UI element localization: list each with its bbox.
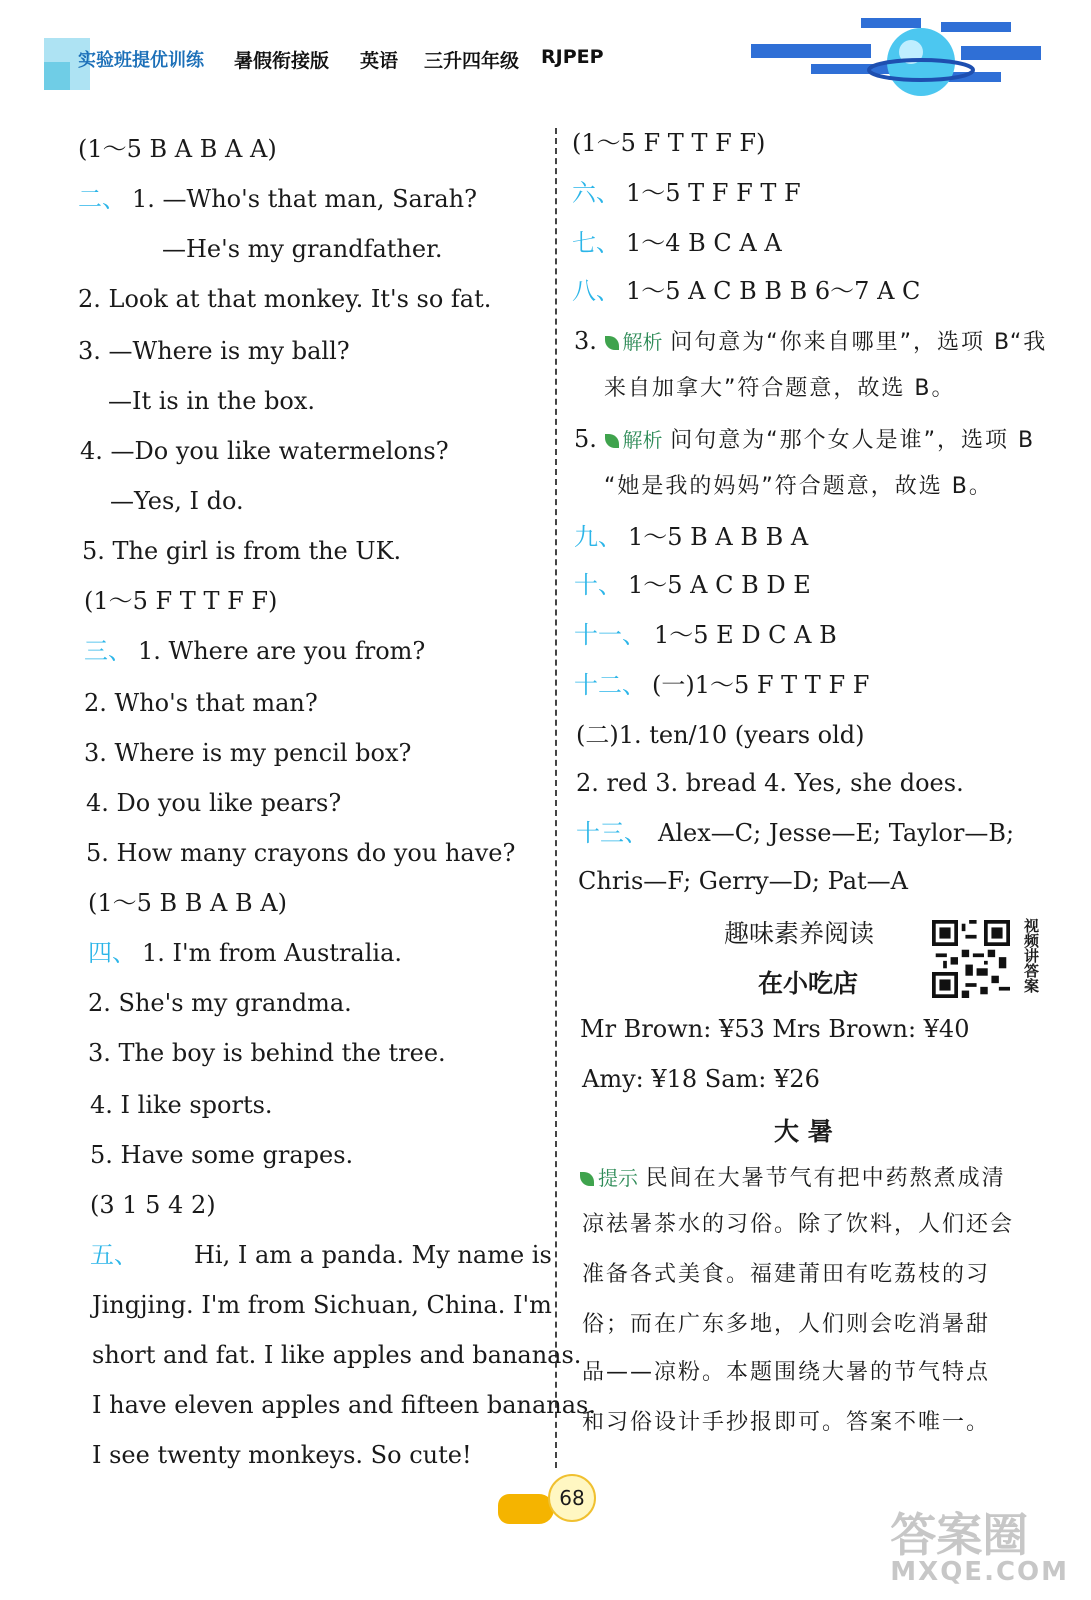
analysis-label: 解析 [622,428,663,452]
answer-line-14: 4. Do you like pears? [86,789,342,817]
analysis-5-line-1: 问句意为“那个女人是谁”，选项 B [670,428,1036,453]
qr-code-icon[interactable] [932,920,1010,998]
answer-line-8: —Yes, I do. [110,487,244,515]
column-divider [555,128,557,1468]
answer-line-23: Hi, I am a panda. My name is [194,1241,552,1269]
snack-prices-line-1: Mr Brown: ¥53 Mrs Brown: ¥40 [580,1015,970,1043]
answer-line-22: (3 1 5 4 2) [90,1191,216,1219]
answer-line-9: 5. The girl is from the UK. [82,537,402,565]
section-marker-five: 五、 [90,1241,138,1269]
leaf-icon [605,434,619,448]
header-edition: 暑假衔接版 [234,50,330,72]
answer-line-24: Jingjing. I'm from Sichuan, China. I'm [92,1291,552,1319]
answer-line-18: 2. She's my grandma. [88,989,352,1017]
answer-line-15: 5. How many crayons do you have? [86,839,516,867]
right-answer-12: (一)1～5 F T T F F [652,671,870,699]
header-grade: 三升四年级 [424,50,520,72]
snack-prices-line-2: Amy: ¥18 Sam: ¥26 [582,1065,820,1093]
answer-line-7: 4. —Do you like watermelons? [80,437,449,465]
answer-line-5: 3. —Where is my ball? [78,337,350,365]
answer-line-2: 1. —Who's that man, Sarah? [132,185,477,213]
header-accent-block-inner [44,62,70,90]
leaf-icon [580,1172,594,1186]
analysis-3-line-2: 来自加拿大”符合题意，故选 B。 [604,376,956,401]
right-answer-13: (二)1. ten/10 (years old) [576,721,865,749]
watermark [890,1508,1069,1587]
page-header [0,0,1091,110]
answer-line-11: 1. Where are you from? [138,637,426,665]
analysis-3 [574,326,1047,358]
analysis-5-line-2: “她是我的妈妈”符合题意，故选 B。 [604,474,993,499]
header-brand: 实验班提优训练 [78,50,204,71]
right-answer-15: Alex—C; Jesse—E; Taylor—B; [658,819,1015,847]
right-answer-10: 1～5 A C B D E [628,571,811,599]
analysis-3-number: 3. [574,327,597,355]
answer-line-13: 3. Where is my pencil box? [84,739,412,767]
answer-line-4: 2. Look at that monkey. It's so fat. [78,285,492,313]
answer-line-21: 5. Have some grapes. [90,1141,354,1169]
tip-label: 提示 [598,1166,638,1190]
tip-text-6: 和习俗设计手抄报即可。答案不唯一。 [582,1410,991,1435]
tip-text-2: 凉祛暑茶水的习俗。除了饮料，人们还会 [582,1212,1015,1237]
tip-line-1 [580,1162,1006,1194]
answer-line-10: (1～5 F T T F F) [84,587,278,615]
right-answer-16: Chris—F; Gerry—D; Pat—A [578,867,908,895]
section-marker-thirteen: 十三、 [576,819,648,847]
right-answer-3: 1～4 B C A A [626,229,782,257]
analysis-5 [574,424,1035,456]
watermark-url: MXQE.COM [890,1557,1069,1587]
tip-text-3: 准备各式美食。福建莆田有吃荔枝的习 [582,1262,991,1287]
answer-line-17: 1. I'm from Australia. [142,939,403,967]
answer-line-26: I have eleven apples and fifteen bananas. [92,1391,596,1419]
section-marker-ten: 十、 [574,571,622,599]
answer-line-19: 3. The boy is behind the tree. [88,1039,446,1067]
right-answer-14: 2. red 3. bread 4. Yes, she does. [576,769,964,797]
page-number: 68 [548,1474,596,1522]
tip-text-4: 俗；而在广东多地，人们则会吃消暑甜 [582,1312,991,1337]
section-marker-twelve: 十二、 [574,671,646,699]
answer-line-3: —He's my grandfather. [162,235,443,263]
section-marker-six: 六、 [572,179,620,207]
right-answer-9: 1～5 B A B B A [628,523,809,551]
dashu-title: 大 暑 [774,1117,833,1146]
section-marker-two: 二、 [78,185,126,213]
right-answer-1: (1～5 F T T F F) [572,129,766,157]
section-marker-three: 三、 [84,637,132,665]
analysis-5-number: 5. [574,425,597,453]
section-marker-eleven: 十一、 [574,621,646,649]
section-marker-nine: 九、 [574,523,622,551]
answer-line-1: (1～5 B A B A A) [78,135,277,163]
right-answer-4: 1～5 A C B B B 6～7 A C [626,277,921,305]
header-subject: 英语 [360,50,399,72]
submarine-icon [498,1494,554,1524]
right-answer-2: 1～5 T F F T F [626,179,801,207]
tip-text-1: 民间在大暑节气有把中药熬煮成清 [645,1166,1006,1191]
answer-line-6: —It is in the box. [108,387,316,415]
analysis-3-line-1: 问句意为“你来自哪里”，选项 B“我 [670,330,1048,355]
tip-text-5: 品——凉粉。本题围绕大暑的节气特点 [582,1360,991,1385]
header-version: RJPEP [541,46,604,68]
answer-line-27: I see twenty monkeys. So cute! [92,1441,472,1469]
answer-line-20: 4. I like sports. [90,1091,273,1119]
snack-shop-title: 在小吃店 [758,969,859,998]
answer-line-25: short and fat. I like apples and bananas. [92,1341,582,1369]
answer-line-12: 2. Who's that man? [84,689,318,717]
reading-section-title: 趣味素养阅读 [724,919,875,948]
right-answer-11: 1～5 E D C A B [654,621,837,649]
section-marker-four: 四、 [88,939,136,967]
analysis-label: 解析 [622,330,663,354]
leaf-icon [605,336,619,350]
qr-caption: 视频讲答案 [1022,918,1040,993]
watermark-logo: 答案圈 [890,1508,1029,1562]
section-marker-seven: 七、 [572,229,620,257]
planet-illustration-icon [751,12,1051,104]
section-marker-eight: 八、 [572,277,620,305]
answer-line-16: (1～5 B B A B A) [88,889,287,917]
